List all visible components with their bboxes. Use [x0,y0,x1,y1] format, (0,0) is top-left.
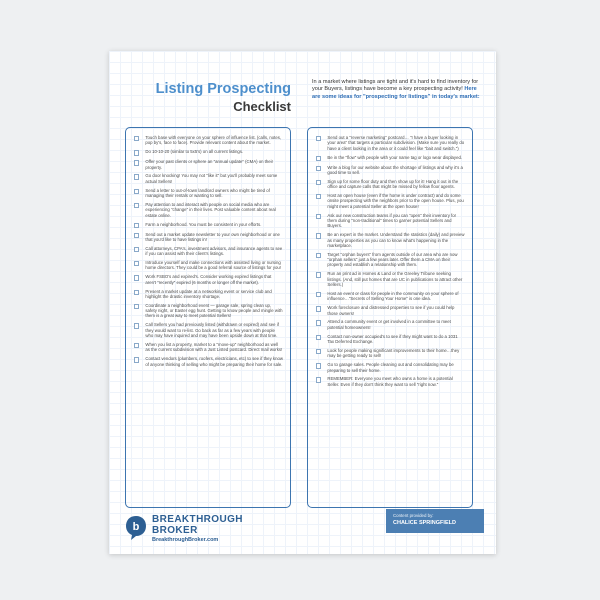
checkbox-icon[interactable] [316,180,321,185]
checklist-item-text: Send out a market update newsletter to your own neighborhood or one that you'd like to have listings in! [145,231,280,242]
checkbox-icon[interactable] [134,290,139,295]
checklist-item [134,246,283,257]
checkbox-icon[interactable] [134,357,139,362]
checkbox-icon[interactable] [316,136,321,141]
checklist-item [134,232,283,243]
checklist-item [316,155,465,161]
checklist-item [316,362,465,373]
checkbox-icon[interactable] [134,343,139,348]
checklist-item [134,274,283,285]
checklist-item [134,356,283,367]
checklist-item-text: REMEMBER: Everyone you meet who owns a home is a potential Seller. Even if they don't think they want to sell "right now." [327,376,453,387]
checklist-item-text: Write a blog for our website about the shortage of listings and why it's a good time to sell. [327,164,463,175]
checkbox-icon[interactable] [134,174,139,179]
checklist-item-text: Go door knocking! You may not "like it" but you'll probably meet some actual Sellers! [145,173,278,184]
checkbox-icon[interactable] [134,136,139,141]
checkbox-icon[interactable] [134,223,139,228]
checkbox-icon[interactable] [316,214,321,219]
checklist-item-text: Sign up for some floor duty and then show up for it! Hang it out in the office and capture calls that might be missed by fellow floor agents. [327,178,459,190]
checklist-item [316,291,465,302]
intro-body: In a market where listings are tight and it's hard to find inventory for your Buyers, listings have become a key prospecting activity! [312,79,479,93]
checkbox-icon[interactable] [134,160,139,165]
checkbox-icon[interactable] [134,203,139,208]
logo-line-1: BREAKTHROUGH [152,514,243,525]
checklist-item-text: Present a market update at a networking event or service club and highlight the drastic inventory shortage. [145,288,272,299]
checklist-item-text: Ask our new construction teams if you can "open" their inventory for them during "non-traditional" times to garner potential Sellers and Buyers. [327,212,457,229]
checklist-right-column [307,127,473,508]
checklist-item-text: Contact non-owner occupied's to see if they might want to do a 1031 Tax Deferred Exchange. [327,333,458,345]
provided-by-name: CHALICE SPRINGFIELD [393,520,456,526]
checklist-item-text: Work FSBO's and expired's. Consider working expired listings that aren't "recently" expired (6 months or longer off the market). [145,274,272,285]
checklist-item [134,202,283,218]
speech-bubble-b-icon [125,515,147,541]
checklist-item [316,252,465,268]
checkbox-icon[interactable] [134,304,139,309]
checklist-item [316,376,465,387]
checklist-item [316,348,465,359]
checklist-item-text: Farm a neighborhood. You must be consistent in your efforts. [145,221,262,227]
checklist-item [316,334,465,345]
checklist-item [134,188,283,199]
checkbox-icon[interactable] [316,233,321,238]
checklist-item-text: Look for people making significant improvements to their home…they may be getting ready to sell! [327,347,460,359]
checklist-item-text: Do 10-10-20 (similar to 5x5's) on all current listings. [145,149,244,155]
checklist-left-column [125,127,291,508]
checkbox-icon[interactable] [134,275,139,280]
checklist-item-text: Contact vendors (plumbers, roofers, electricians, etc) to see if they know of anyone thinking of selling who might be preparing their home for sale. [145,356,283,367]
checklist-item-text: Attend a community event or get involved in a committee to meet potential homeowners! [327,319,451,330]
checkbox-icon[interactable] [316,253,321,258]
checklist-item [134,303,283,319]
checkbox-icon[interactable] [134,323,139,328]
svg-text:b: b [132,521,140,533]
checklist-item-text: Host an open house (even if the home is under contract) and do some onsite prospecting with the neighbors prior to the open house. Plus, you might meet a potential Seller at the open house! [327,193,464,209]
checkbox-icon[interactable] [316,156,321,161]
checklist-item [134,289,283,300]
checklist-item [134,149,283,155]
checklist-item-text: Host an event or class for people in the community on your sphere of influence…"Secrets of Selling Your Home" is one idea. [327,290,459,302]
checklist-item-text: Run an print ad in Homes & Land or the Greeley Tribune seeking listings. (And, still put homes that are UC in publications to attract other Sellers.) [327,271,463,288]
checklist-item-text: Be an expert in the market. Understand the statistics (daily) and preview as many properties as you can to know what's happening in the marketplace. [327,232,465,248]
checklist-item [316,305,465,316]
checkbox-icon[interactable] [316,335,321,340]
page-title: Listing Prospecting [155,81,291,97]
checkbox-icon[interactable] [316,349,321,354]
checklist-item-text: Work foreclosure and distressed properties to see if you could help those owners! [327,305,455,316]
checklist-item [316,271,465,287]
checkbox-icon[interactable] [316,306,321,311]
breakthrough-broker-logo [125,512,265,546]
website-link[interactable]: BreakthroughBroker.com [152,537,219,543]
page-subtitle: Checklist [233,99,291,114]
checklist-sheet [109,51,496,554]
checklist-item-text: Touch base with everyone on your sphere of influence list. (calls, notes, pop by's, face to face). Provide relevant content about the market. [145,135,282,146]
checklist-item [134,135,283,146]
checklist-item-text: Call Sellers you had previously listed (withdrawn or expired) and see if they would want to re-list. Go back as far as a few years with people who may have inquired and may have been upside down at that time. [145,322,279,339]
checklist-item [134,342,283,353]
checklist-item [134,173,283,184]
checklist-item-text: Send out a "reverse marketing" postcard… "I have a buyer looking in your area" that targets a particular subdivision. (Make sure you really do have a client looking in the area or it could feel like "bait and switch.") [327,135,465,151]
checkbox-icon[interactable] [316,292,321,297]
checklist-item [316,232,465,248]
checklist-item-text: Coordinate a neighborhood event — garage sale, spring clean up, safety night, or Easter egg hunt. Getting to know people and mingle with them is a great way to meet potential Sellers! [145,302,283,319]
checklist-item-text: Be in the "flow" with people with your name tag or logo wear displayed. [327,154,463,160]
provided-by-badge [386,509,484,533]
logo-line-2: BROKER [152,524,198,536]
checkbox-icon[interactable] [316,194,321,199]
checkbox-icon[interactable] [134,150,139,155]
intro-highlight: Here are some ideas for "prospecting for listings" in today's market: [312,86,480,100]
checklist-item [134,260,283,271]
checklist-item [134,222,283,228]
checklist-item [316,165,465,176]
checklist-item [134,159,283,170]
checklist-item-text: Pay attention to and interact with people on social media who are experiencing "change" in their lives. Post valuable content about real estate online. [145,201,276,218]
checklist-item-text: Send a letter to out-of-town landlord owners who might be tired of managing their rentals or wanting to sell. [145,187,270,199]
title-block [141,81,291,114]
checkbox-icon[interactable] [134,189,139,194]
checklist-item-text: Call attorneys, CPA's, investment advisors, and insurance agents to see if you can assist with their client's listings. [145,245,283,257]
checkbox-icon[interactable] [316,363,321,368]
checklist-item-text: Go to garage sales. People cleaning out and consolidating may be preparing to sell their home. [327,362,454,373]
checklist-item-text: Offer your past clients or sphere an "annual update" (CMA) on their property. [145,159,274,170]
intro-text [312,79,484,101]
checklist-item [316,319,465,330]
checkbox-icon[interactable] [134,233,139,238]
checkbox-icon[interactable] [316,166,321,171]
checklist-item [316,135,465,151]
checkbox-icon[interactable] [134,261,139,266]
checklist-item-text: Target "orphan buyers" from agents outside of our area who are now "orphan sellers" just a few years later. Offer them a CMA on their property and establish a relationship with them. [327,251,458,268]
checklist-item [316,193,465,209]
checkbox-icon[interactable] [316,377,321,382]
checklist-item-text: Introduce yourself and make connections with assisted living or nursing home directors. They could be a good referral source of listings for you! [145,260,281,271]
checkbox-icon[interactable] [134,247,139,252]
checklist-item [316,213,465,229]
checkbox-icon[interactable] [316,272,321,277]
checkbox-icon[interactable] [316,320,321,325]
checklist-item [134,322,283,338]
provided-by-label: Content provided by: [393,513,434,518]
checklist-item [316,179,465,190]
checklist-item-text: When you list a property, market to a "move-up" neighborhood as well as the current subdivision with a Just Listed postcard. Direct mail works! [145,341,283,353]
logo-wordmark [152,515,243,536]
